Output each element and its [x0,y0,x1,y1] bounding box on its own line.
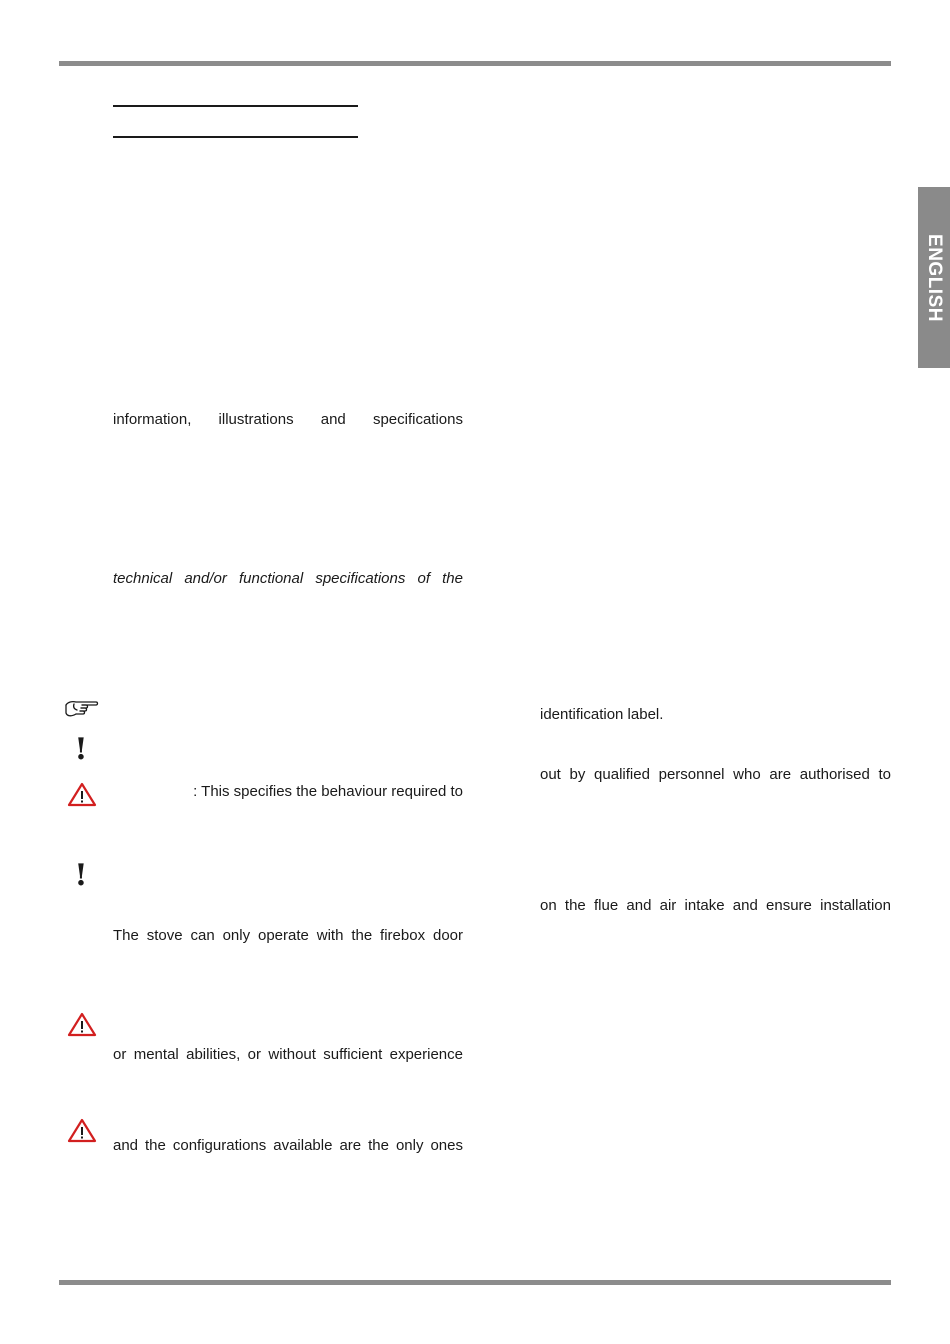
text-line-flue: on the flue and air intake and ensure installation [540,897,891,914]
header-rule [59,61,891,66]
warning-triangle-icon [67,1118,97,1143]
text-line-qualified: out by qualified personnel who are authorised to [540,766,891,783]
text-line-mental: or mental abilities, or without sufficient experience [113,1046,463,1063]
text-line-technical: technical and/or functional specifications of the [113,570,463,587]
warning-triangle-icon [67,782,97,807]
pointing-hand-icon [64,699,100,721]
exclamation-icon: ! [74,858,88,893]
title-underline-bottom [113,136,358,138]
text-line-behaviour: : This specifies the behaviour required to [193,783,463,800]
language-tab [918,187,950,368]
text-line-identification: identification label. [540,706,664,723]
text-line-information: information, illustrations and specifications [113,411,463,428]
exclamation-icon: ! [74,732,88,767]
text-line-stove: The stove can only operate with the firebox door [113,927,463,944]
title-underline-top [113,105,358,107]
text-line-configurations: and the configurations available are the only ones [113,1137,463,1154]
footer-rule [59,1280,891,1285]
language-tab-label: ENGLISH [924,233,945,322]
warning-triangle-icon [67,1012,97,1037]
